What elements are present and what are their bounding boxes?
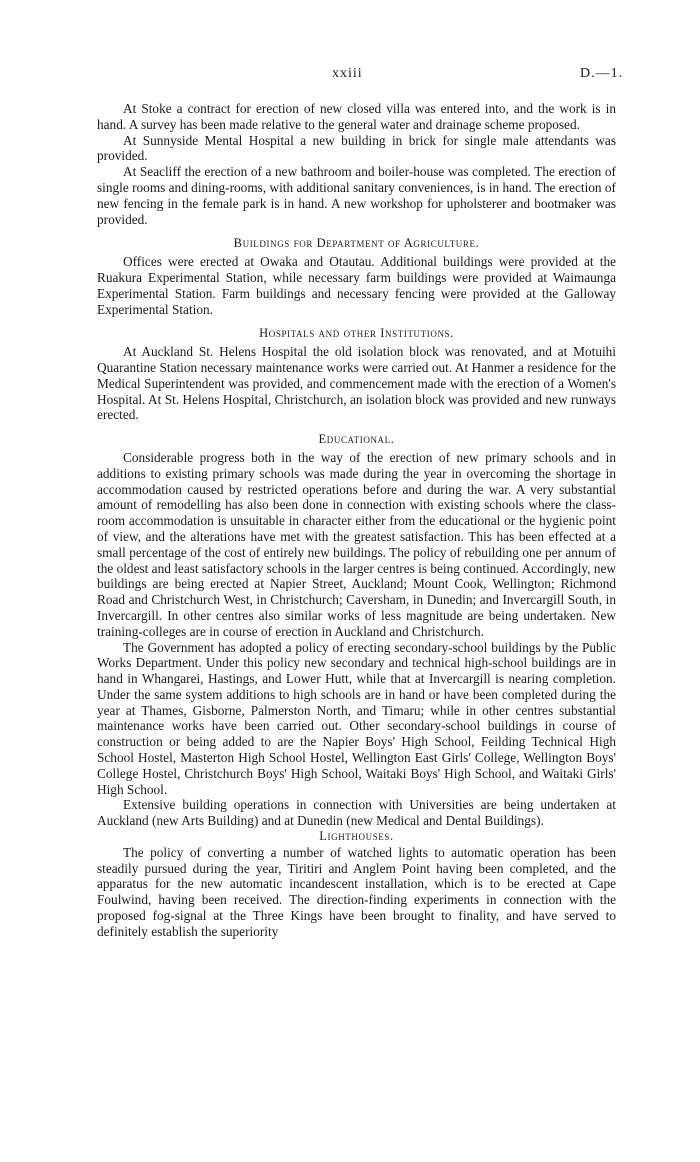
section-heading-lighthouses: Lighthouses. (319, 829, 394, 844)
paragraph: Offices were erected at Owaka and Otautau. Additional buildings were provided at the Ruakura Experimental Station, while necessary farm buildings were provided at Waimaunga Experimental Station. Farm buildings and necessary fencing were provided at the Galloway Experimental Station. (97, 254, 616, 317)
paragraph: At Auckland St. Helens Hospital the old isolation block was renovated, and at Motuihi Quarantine Station necessary maintenance works were carried out. At Hanmer a residence for the Medical Superintendent was provided, and commencement made with the erection of a Women's Hospital. At St. Helens Hospital, Christchurch, an isolation block was provided and new runways erected. (97, 344, 616, 423)
section-heading-educational: Educational. (318, 432, 395, 447)
paragraph: At Stoke a contract for erection of new closed villa was entered into, and the work is in hand. A survey has been made relative to the general water and drainage scheme proposed. (97, 101, 616, 132)
paragraph: Extensive building operations in connection with Universities are being undertaken at Auckland (new Arts Building) and at Dunedin (new Medical and Dental Buildings). (97, 797, 616, 829)
paragraph: The Government has adopted a policy of erecting secondary-school buildings by the Public Works Department. Under this policy new secondary and technical high-school buildings are in hand in Whangarei, Hastings, and Lower Hutt, while that at Invercargill is nearing completion. Under the same system additions to high schools are in hand or have been completed during the year at Thames, Gisborne, Palmerston North, and Timaru; while in other centres substantial maintenance works have been carried out. Other secondary-school buildings in course of construction or being added to are the Napier Boys' High School, Feilding Technical High School Hostel, Masterton High School Hostel, Wellington East Girls' College, Wellington Boys' College Hostel, Christchurch Boys' High School, Waitaki Boys' High School, and Waitaki Girls' High School. (97, 639, 616, 797)
section-heading-agriculture: Buildings for Department of Agriculture. (233, 236, 480, 251)
document-body (97, 101, 616, 940)
paragraph: At Seacliff the erection of a new bathroom and boiler-house was completed. The erection of single rooms and dining-rooms, with additional sanitary conveniences, is in hand. The erection of new fencing in the female park is in hand. A new workshop for upholsterer and bootmaker was provided. (97, 164, 616, 227)
paragraph: Considerable progress both in the way of the erection of new primary schools and in additions to existing primary schools was made during the year in overcoming the shortage in accommodation caused by restricted operations before and during the war. A very substantial amount of remodelling has also been done in connection with existing schools where the class-room accommodation is unsuitable in character either from the educational or the hygienic point of view, and the alterations have met with the greatest satisfaction. This has been effected at a small percentage of the cost of entirely new buildings. The policy of rebuilding one per annum of the oldest and least satisfactory schools in the larger centres is being continued. Accordingly, new buildings are being erected at Napier Street, Auckland; Mount Cook, Wellington; Richmond Road and Christchurch West, in Christchurch; Caversham, in Dunedin; and Invercargill South, in Invercargill. In other centres also similar works of less magnitude are being undertaken. New training-colleges are in course of erection in Auckland and Christchurch. (97, 449, 616, 639)
page-number: xxiii (332, 66, 363, 81)
paragraph: The policy of converting a number of watched lights to automatic operation has been steadily pursued during the year, Tiritiri and Anglem Point having been completed, and the apparatus for the new automatic incandescent installation, which is to be erected at Cape Foulwind, having been received. The direction-finding experiments in connection with the proposed fog-signal at the Three Kings have been brought to finality, and have served to definitely establish the superiority (97, 844, 616, 939)
paragraph: At Sunnyside Mental Hospital a new building in brick for single male attendants was provided. (97, 132, 616, 164)
section-heading-hospitals: Hospitals and other Institutions. (259, 326, 454, 341)
document-reference: D.—1. (580, 66, 624, 81)
page-header (0, 66, 700, 88)
